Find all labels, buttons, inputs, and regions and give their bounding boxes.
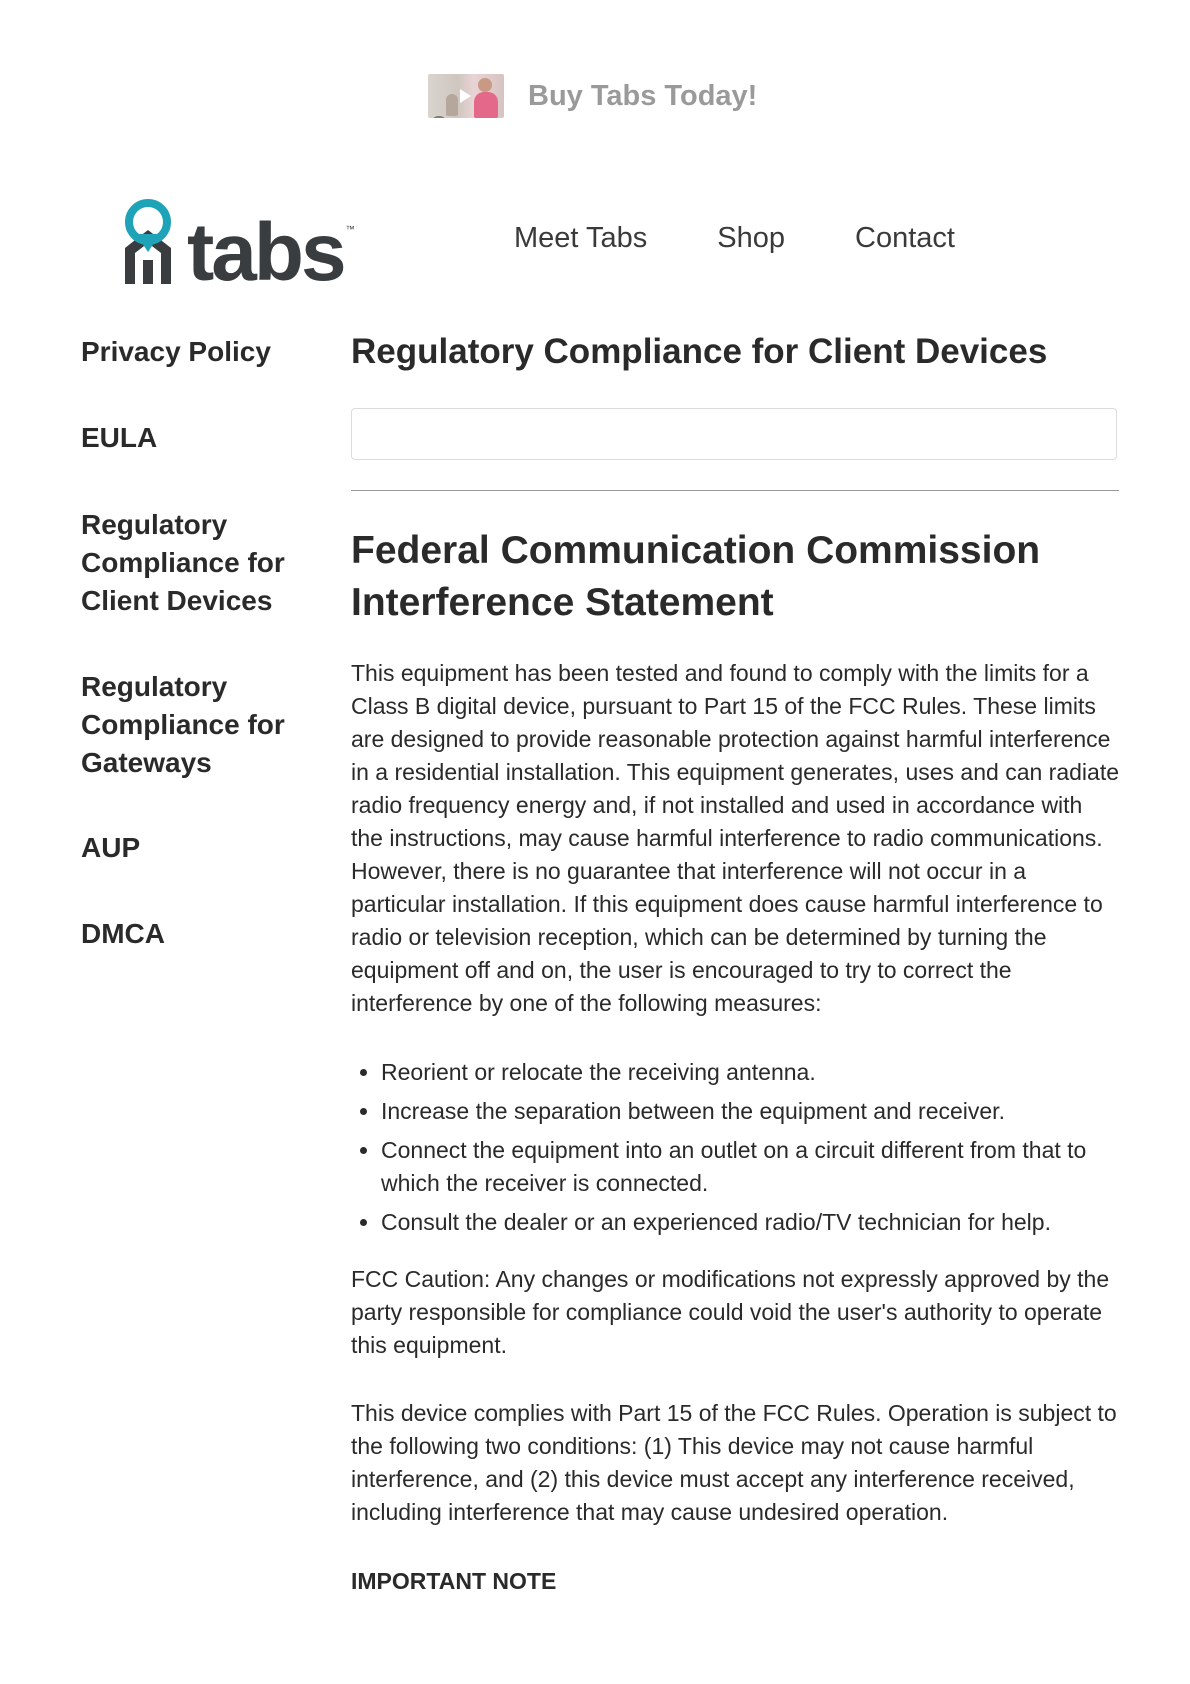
play-icon [460, 89, 471, 103]
promo-banner[interactable] [428, 74, 757, 118]
sidebar-item-regulatory-gateways[interactable]: Regulatory Compliance for Gateways [81, 671, 285, 778]
fcc-caution-paragraph: FCC Caution: Any changes or modifications not expressly approved by the party responsible for compliance could void the user's authority to operate this equipment. [351, 1266, 1110, 1358]
sidebar-item-privacy-policy[interactable]: Privacy Policy [81, 336, 271, 367]
main-nav [514, 222, 1025, 255]
sidebar-item-dmca[interactable]: DMCA [81, 918, 165, 949]
list-item: • Increase the separation between the equipment and receiver. [381, 1095, 1119, 1128]
part15-conditions-paragraph: This device complies with Part 15 of the FCC Rules. Operation is subject to the following two conditions: (1) This device may not cause harmful interference, and (2) this device must accept any interference received, including interference that may cause undesired operation. [351, 1400, 1117, 1525]
section-title: Federal Communication Commission Interference Statement [351, 529, 1041, 624]
tabs-logo-wordmark: tabs [187, 207, 344, 298]
tabs-logo-icon [121, 198, 175, 286]
list-item: • Connect the equipment into an outlet on a circuit different from that to which the receiver is connected. [381, 1134, 1119, 1200]
nav-meet-tabs[interactable]: Meet Tabs [514, 222, 648, 254]
sidebar-item-regulatory-client-devices[interactable]: Regulatory Compliance for Client Devices [81, 509, 285, 616]
list-item: • Consult the dealer or an experienced radio/TV technician for help. [381, 1206, 1119, 1239]
promo-link[interactable]: Buy Tabs Today! [528, 79, 758, 112]
trademark-mark: ™ [345, 224, 355, 234]
video-thumbnail[interactable] [428, 74, 504, 118]
list-item: • Reorient or relocate the receiving antenna. [381, 1056, 1119, 1089]
nav-contact[interactable]: Contact [855, 222, 955, 254]
important-note-heading: IMPORTANT NOTE [351, 1568, 557, 1594]
main-content [351, 328, 1119, 1598]
nav-shop[interactable]: Shop [717, 222, 785, 254]
search-input[interactable] [351, 408, 1117, 460]
measures-list [351, 1056, 1119, 1239]
sidebar-item-aup[interactable]: AUP [81, 832, 141, 863]
divider [351, 490, 1119, 491]
tabs-logo[interactable] [121, 198, 355, 298]
fcc-statement-paragraph: This equipment has been tested and found to comply with the limits for a Class B digital device, pursuant to Part 15 of the FCC Rules. These limits are designed to provide reasonable protection against harmful interference in a residential installation. This equipment generates, uses and can radiate radio frequency energy and, if not installed and used in accordance with the instructions, may cause harmful interference to radio communications. However, there is no guarantee that interference will not occur in a particular installation. If this equipment does cause harmful interference to radio or television reception, which can be determined by turning the equipment off and on, the user is encouraged to try to correct the interference by one of the following measures: [351, 660, 1119, 1016]
page-title: Regulatory Compliance for Client Devices [351, 332, 1048, 371]
sidebar-item-eula[interactable]: EULA [81, 422, 158, 453]
